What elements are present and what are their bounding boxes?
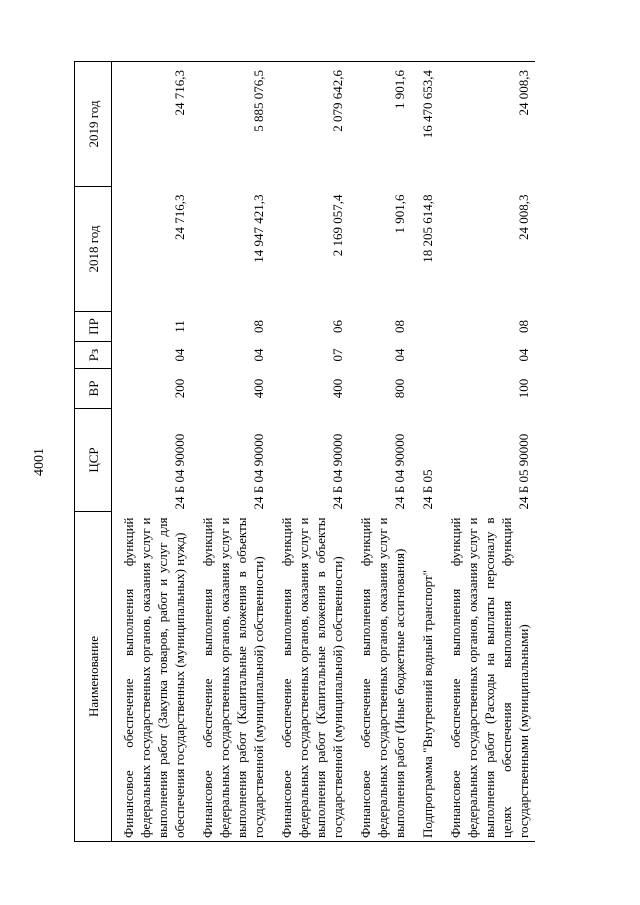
row-2018: 24 716,3 [172,194,187,240]
header-rz: Рз [75,342,112,369]
row-csr: 24 Б 05 [420,469,435,510]
budget-table [74,61,535,842]
row-pr: 11 [172,320,187,333]
row-csr: 24 Б 04 90000 [330,433,345,510]
row-vr: 400 [330,378,345,399]
row-2018: 1 901,6 [392,194,407,234]
row-csr: 24 Б 04 90000 [172,433,187,510]
row-vr: 400 [251,378,266,399]
row-rz: 04 [516,348,531,362]
table-row [112,62,192,842]
row-vr: 800 [392,378,407,399]
row-vr: 100 [516,378,531,399]
row-pr: 08 [392,320,407,333]
page-number: 4001 [32,448,47,476]
header-2019: 2019 год [75,62,112,187]
row-2018: 14 947 421,3 [251,194,266,263]
row-pr: 08 [251,320,266,333]
row-name: Финансовое обеспечение выполнения функций федеральных государственных органов, оказания услуг и выполнения работ (Закупка товаров, работ и услуг для обеспечения государственных (муниципальных) нужд) [112,512,192,842]
row-2018: 24 008,3 [516,194,531,240]
row-rz: 04 [392,348,407,362]
table-header-row [75,62,112,842]
row-rz: 07 [330,348,345,362]
row-rz: 04 [172,348,187,362]
header-2018: 2018 год [75,187,112,312]
row-2019: 2 079 642,6 [270,62,349,187]
row-2018: 2 169 057,4 [330,194,345,257]
row-rz: 04 [251,348,266,362]
row-rz [411,342,439,369]
row-2019: 24 008,3 [439,62,535,187]
row-pr: 08 [516,320,531,333]
table-row [411,62,439,842]
row-csr: 24 Б 04 90000 [251,433,266,510]
row-name: Подпрограмма "Внутренний водный транспорт" [411,512,439,842]
row-2019: 16 470 653,4 [411,62,439,187]
header-csr: ЦСР [75,409,112,512]
budget-table-container [74,62,566,842]
row-vr: 200 [172,378,187,399]
row-pr: 06 [330,320,345,333]
row-pr [411,312,439,342]
header-pr: ПР [75,312,112,342]
row-csr: 24 Б 05 90000 [516,433,531,510]
row-2019: 5 885 076,5 [191,62,270,187]
header-vr: ВР [75,369,112,409]
row-vr [411,369,439,409]
table-row [270,62,349,842]
row-name: Финансовое обеспечение выполнения функций федеральных государственных органов, оказания услуг и выполнения работ (Капитальные вложения в объекты государственной (муниципальной) собственности) [191,512,270,842]
table-row [191,62,270,842]
table-row [439,62,535,842]
row-name: Финансовое обеспечение выполнения функций федеральных государственных органов, оказания услуг и выполнения работ (Расходы на выплаты персоналу в целях обеспечения выполнения функций государственными (муниципальными) [439,512,535,842]
row-2018: 18 205 614,8 [420,194,435,263]
row-csr: 24 Б 04 90000 [392,433,407,510]
header-name: Наименование [75,512,112,842]
table-row [349,62,411,842]
row-2019: 1 901,6 [349,62,411,187]
row-name: Финансовое обеспечение выполнения функций федеральных государственных органов, оказания услуг и выполнения работ (Капитальные вложения в объекты государственной (муниципальной) собственности) [270,512,349,842]
row-name: Финансовое обеспечение выполнения функций федеральных государственных органов, оказания услуг и выполнения работ (Иные бюджетные ассигнования) [349,512,411,842]
row-2019: 24 716,3 [112,62,192,187]
